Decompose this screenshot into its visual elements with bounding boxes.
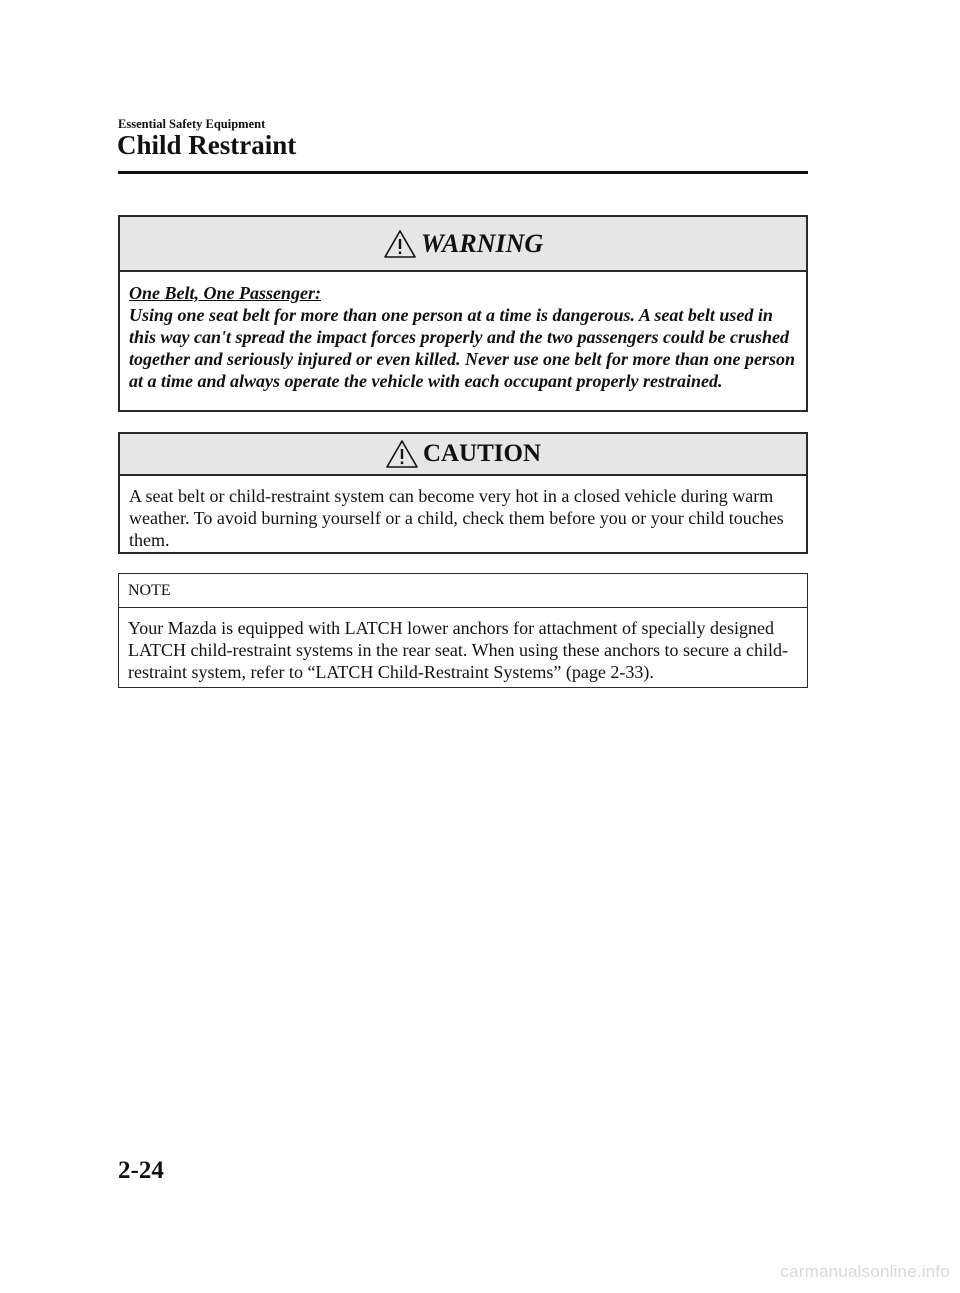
- warning-triangle-icon: [385, 439, 419, 469]
- note-heading: NOTE: [119, 574, 807, 608]
- note-text: Your Mazda is equipped with LATCH lower anchors for attachment of specially designed LATCH child-restraint systems in the rear seat. When using these anchors to secure a child-restraint system, refer to “LATCH Child-Restraint Systems” (page 2-33).: [128, 618, 788, 682]
- caution-header: [120, 434, 806, 476]
- note-box: [118, 573, 808, 688]
- note-body: [119, 608, 807, 689]
- title-divider: [118, 171, 808, 174]
- warning-subheading: One Belt, One Passenger:: [129, 283, 321, 303]
- caution-box: [118, 432, 808, 554]
- section-label: Essential Safety Equipment: [118, 117, 266, 131]
- caution-text: A seat belt or child-restraint system can become very hot in a closed vehicle during warm weather. To avoid burning yourself or a child, check them before you or your child touches them.: [129, 486, 784, 550]
- warning-header: [120, 217, 806, 272]
- watermark: carmanualsonline.info: [780, 1262, 950, 1281]
- warning-box: [118, 215, 808, 412]
- warning-text: Using one seat belt for more than one person at a time is dangerous. A seat belt used in this way can't spread the impact forces properly and the two passengers could be crushed together and seriously injured or even killed. Never use one belt for more than one person at a time and always operate the vehicle with each occupant properly restrained.: [129, 305, 795, 391]
- warning-triangle-icon: [383, 229, 417, 259]
- page-number: 2-24: [118, 1157, 164, 1184]
- caution-heading: CAUTION: [422, 440, 542, 467]
- caution-body: [120, 476, 806, 557]
- warning-heading: WARNING: [420, 228, 544, 258]
- page-title: Child Restraint: [117, 130, 297, 160]
- warning-body: [120, 272, 806, 398]
